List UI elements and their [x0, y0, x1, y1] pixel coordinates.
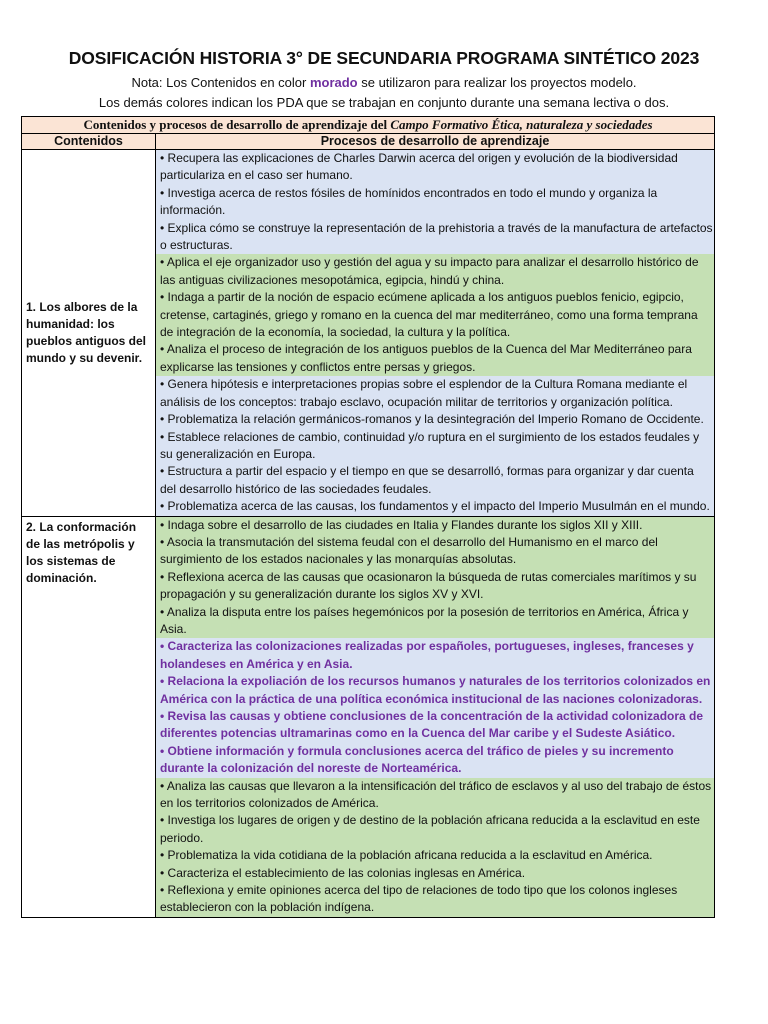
- procesos-cell-2: [156, 516, 715, 917]
- column-header-procesos: Procesos de desarrollo de aprendizaje: [156, 134, 715, 150]
- pda-item: • Indaga sobre el desarrollo de las ciudades en Italia y Flandes durante los siglos XII y XIII.: [160, 517, 643, 532]
- table-header: [22, 117, 715, 134]
- pda-item: • Revisa las causas y obtiene conclusiones de la concentración de la actividad colonizadora de diferentes potencias ultramarinas como en la Cuenca del Mar caribe y el Sudeste Asiático.: [160, 709, 704, 741]
- note-text-after: se utilizaron para realizar los proyectos modelo.: [357, 75, 637, 90]
- pda-item: • Caracteriza el establecimiento de las colonias inglesas en América.: [160, 865, 526, 880]
- pda-block: [156, 150, 714, 254]
- pda-block: [156, 778, 714, 917]
- pda-block: [156, 376, 714, 515]
- pda-item: • Analiza las causas que llevaron a la intensificación del tráfico de esclavos y al uso del trabajo de éstos en los territorios colonizados de América.: [160, 778, 712, 811]
- pda-block: [156, 517, 714, 639]
- note-line-2: Los demás colores indican los PDA que se trabajan en conjunto durante una semana lectiva o dos.: [98, 95, 670, 110]
- table-row: [22, 150, 715, 517]
- pda-item: • Analiza la disputa entre los países hegemónicos por la posesión de territorios en América, África y Asia.: [160, 604, 689, 636]
- pda-item: • Investiga los lugares de origen y de destino de la población africana reducida a la esclavitud en este periodo.: [160, 813, 700, 845]
- pda-item: • Obtiene información y formula conclusiones acerca del tráfico de pieles y su incremento durante la colonización del noreste de Norteamérica.: [160, 743, 674, 776]
- pda-item: • Reflexiona acerca de las causas que ocasionaron la búsqueda de rutas comerciales marítimos y su propagación y su generalización durante los siglos XV y XVI.: [160, 569, 697, 602]
- pda-item: • Asocia la transmutación del sistema feudal con el desarrollo del Humanismo en el marco del surgimiento de los estados nacionales y las monarquías absolutas.: [160, 534, 658, 567]
- pda-item: • Aplica el eje organizador uso y gestión del agua y su impacto para analizar el desarrollo histórico de las antiguas civilizaciones mesopotámica, egipcia, hindú y china.: [160, 255, 699, 287]
- content-table: [21, 116, 715, 918]
- pda-item: • Genera hipótesis e interpretaciones propias sobre el esplendor de la Cultura Romana mediante el análisis de los conceptos: trabajo esclavo, ocupación militar de territorios y organización política.: [160, 377, 688, 409]
- pda-item: • Establece relaciones de cambio, continuidad y/o ruptura en el surgimiento de los estados feudales y su generalización en Europa.: [160, 429, 700, 461]
- note-text-before: Nota: Los Contenidos en color: [131, 75, 310, 90]
- pda-item: • Investiga acerca de restos fósiles de homínidos encontrados en todo el mundo y organiza la información.: [160, 185, 658, 218]
- note-highlight-morado: morado: [309, 75, 358, 90]
- column-header-row: [22, 134, 715, 150]
- pda-item: • Explica cómo se construye la representación de la prehistoria a través de la manufactura de artefactos o estructuras.: [160, 220, 713, 253]
- pda-item: • Indaga a partir de la noción de espacio ecúmene aplicada a los antiguos pueblos fenicio, egipcio, cretense, cartaginés, griego y romano en la cuenca del mar mediterráneo, como una forma temprana de integración de la economía, la sociedad, la cultura y la política.: [160, 290, 698, 340]
- column-header-contenidos: Contenidos: [22, 134, 156, 150]
- table-header-prefix: Contenidos y procesos de desarrollo de aprendizaje del: [83, 117, 391, 132]
- pda-item: • Problematiza la vida cotidiana de la población africana reducida a la esclavitud en América.: [160, 848, 653, 863]
- pda-block: [156, 254, 714, 376]
- pda-item: • Problematiza acerca de las causas, los fundamentos y el impacto del Imperio Musulmán en el mundo.: [160, 499, 710, 514]
- table-header-field: Campo Formativo Ética, naturaleza y sociedades: [390, 117, 653, 132]
- pda-block-model-project: [156, 638, 714, 777]
- document-title: DOSIFICACIÓN HISTORIA 3° DE SECUNDARIA PROGRAMA SINTÉTICO 2023: [68, 48, 700, 68]
- pda-item: • Relaciona la expoliación de los recursos humanos y naturales de los territorios colonizados en América con la práctica de una política económica institucional de las naciones colonizadoras.: [160, 674, 711, 706]
- table-row: [22, 516, 715, 917]
- contenido-cell-1: 1. Los albores de la humanidad: los pueblos antiguos del mundo y su devenir.: [22, 150, 156, 517]
- note-line-1: [0, 75, 768, 90]
- pda-item: • Reflexiona y emite opiniones acerca del tipo de relaciones de todo tipo que los colonos ingleses establecieron con la población indígena.: [160, 883, 678, 915]
- pda-item: • Analiza el proceso de integración de los antiguos pueblos de la Cuenca del Mar Mediterráneo para explicarse las tensiones y conflictos entre persas y griegos.: [160, 342, 692, 374]
- table-header-row: [22, 117, 715, 134]
- pda-item: • Problematiza la relación germánicos-romanos y la desintegración del Imperio Romano de Occidente.: [160, 412, 704, 427]
- pda-item: • Estructura a partir del espacio y el tiempo en que se desarrolló, formas para organizar y dar cuenta del desarrollo histórico de las sociedades feudales.: [160, 464, 694, 496]
- pda-item: • Caracteriza las colonizaciones realizadas por españoles, portugueses, ingleses, franceses y holandeses en América y en Asia.: [160, 639, 694, 671]
- contenido-cell-2: 2. La conformación de las metrópolis y los sistemas de dominación.: [22, 516, 156, 917]
- procesos-cell-1: [156, 150, 715, 517]
- pda-item: • Recupera las explicaciones de Charles Darwin acerca del origen y evolución de la biodiversidad particulariza en el caso ser humano.: [160, 151, 678, 183]
